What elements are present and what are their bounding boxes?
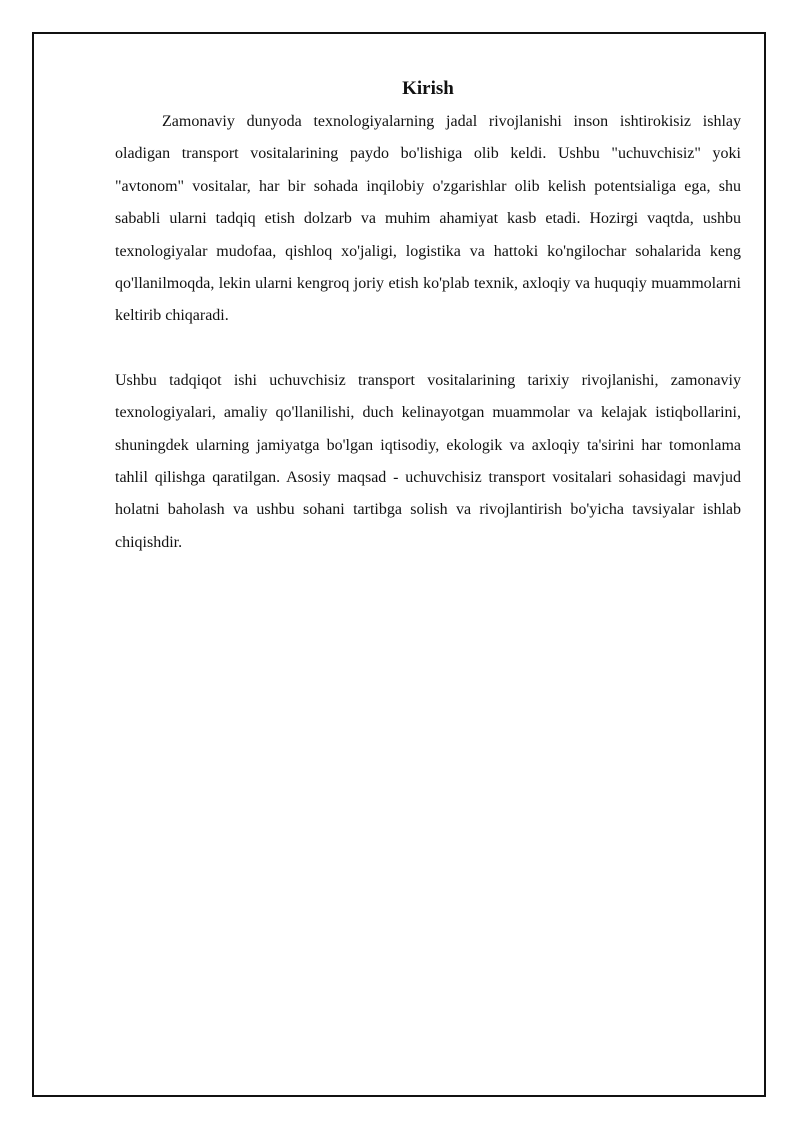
paragraph-spacer — [115, 333, 741, 365]
paragraph-intro: Zamonaviy dunyoda texnologiyalarning jadal rivojlanishi inson ishtirokisiz ishlay oladigan transport vositalarining paydo bo'lishiga olib keldi. Ushbu "uchuvchisiz" yoki "avtonom" vositalar, har bir sohada inqilobiy o'zgarishlar olib kelish potentsialiga ega, shu sababli ularni tadqiq etish dolzarb va muhim ahamiyat kasb etadi. Hozirgi vaqtda, ushbu texnologiyalar mudofaa, qishloq xo'jaligi, logistika va hattoki ko'ngilochar sohalarida keng qo'llanilmoqda, lekin ularni kengroq joriy etish ko'plab texnik, axloqiy va huquqiy muammolarni keltirib chiqaradi. — [115, 113, 741, 325]
paragraph-aim: Ushbu tadqiqot ishi uchuvchisiz transport vositalarining tarixiy rivojlanishi, zamonaviy texnologiyalari, amaliy qo'llanilishi, duch kelinayotgan muammolar va kelajak istiqbollarini, shuningdek ularning jamiyatga bo'lgan iqtisodiy, ekologik va axloqiy ta'sirini har tomonlama tahlil qilishga qaratilgan. Asosiy maqsad - uchuvchisiz transport vositalari sohasidagi mavjud holatni baholash va ushbu sohani tartibga solish va rivojlantirish bo'yicha tavsiyalar ishlab chiqishdir. — [115, 371, 741, 551]
page-title: Kirish — [402, 78, 454, 99]
document-body — [115, 76, 741, 559]
